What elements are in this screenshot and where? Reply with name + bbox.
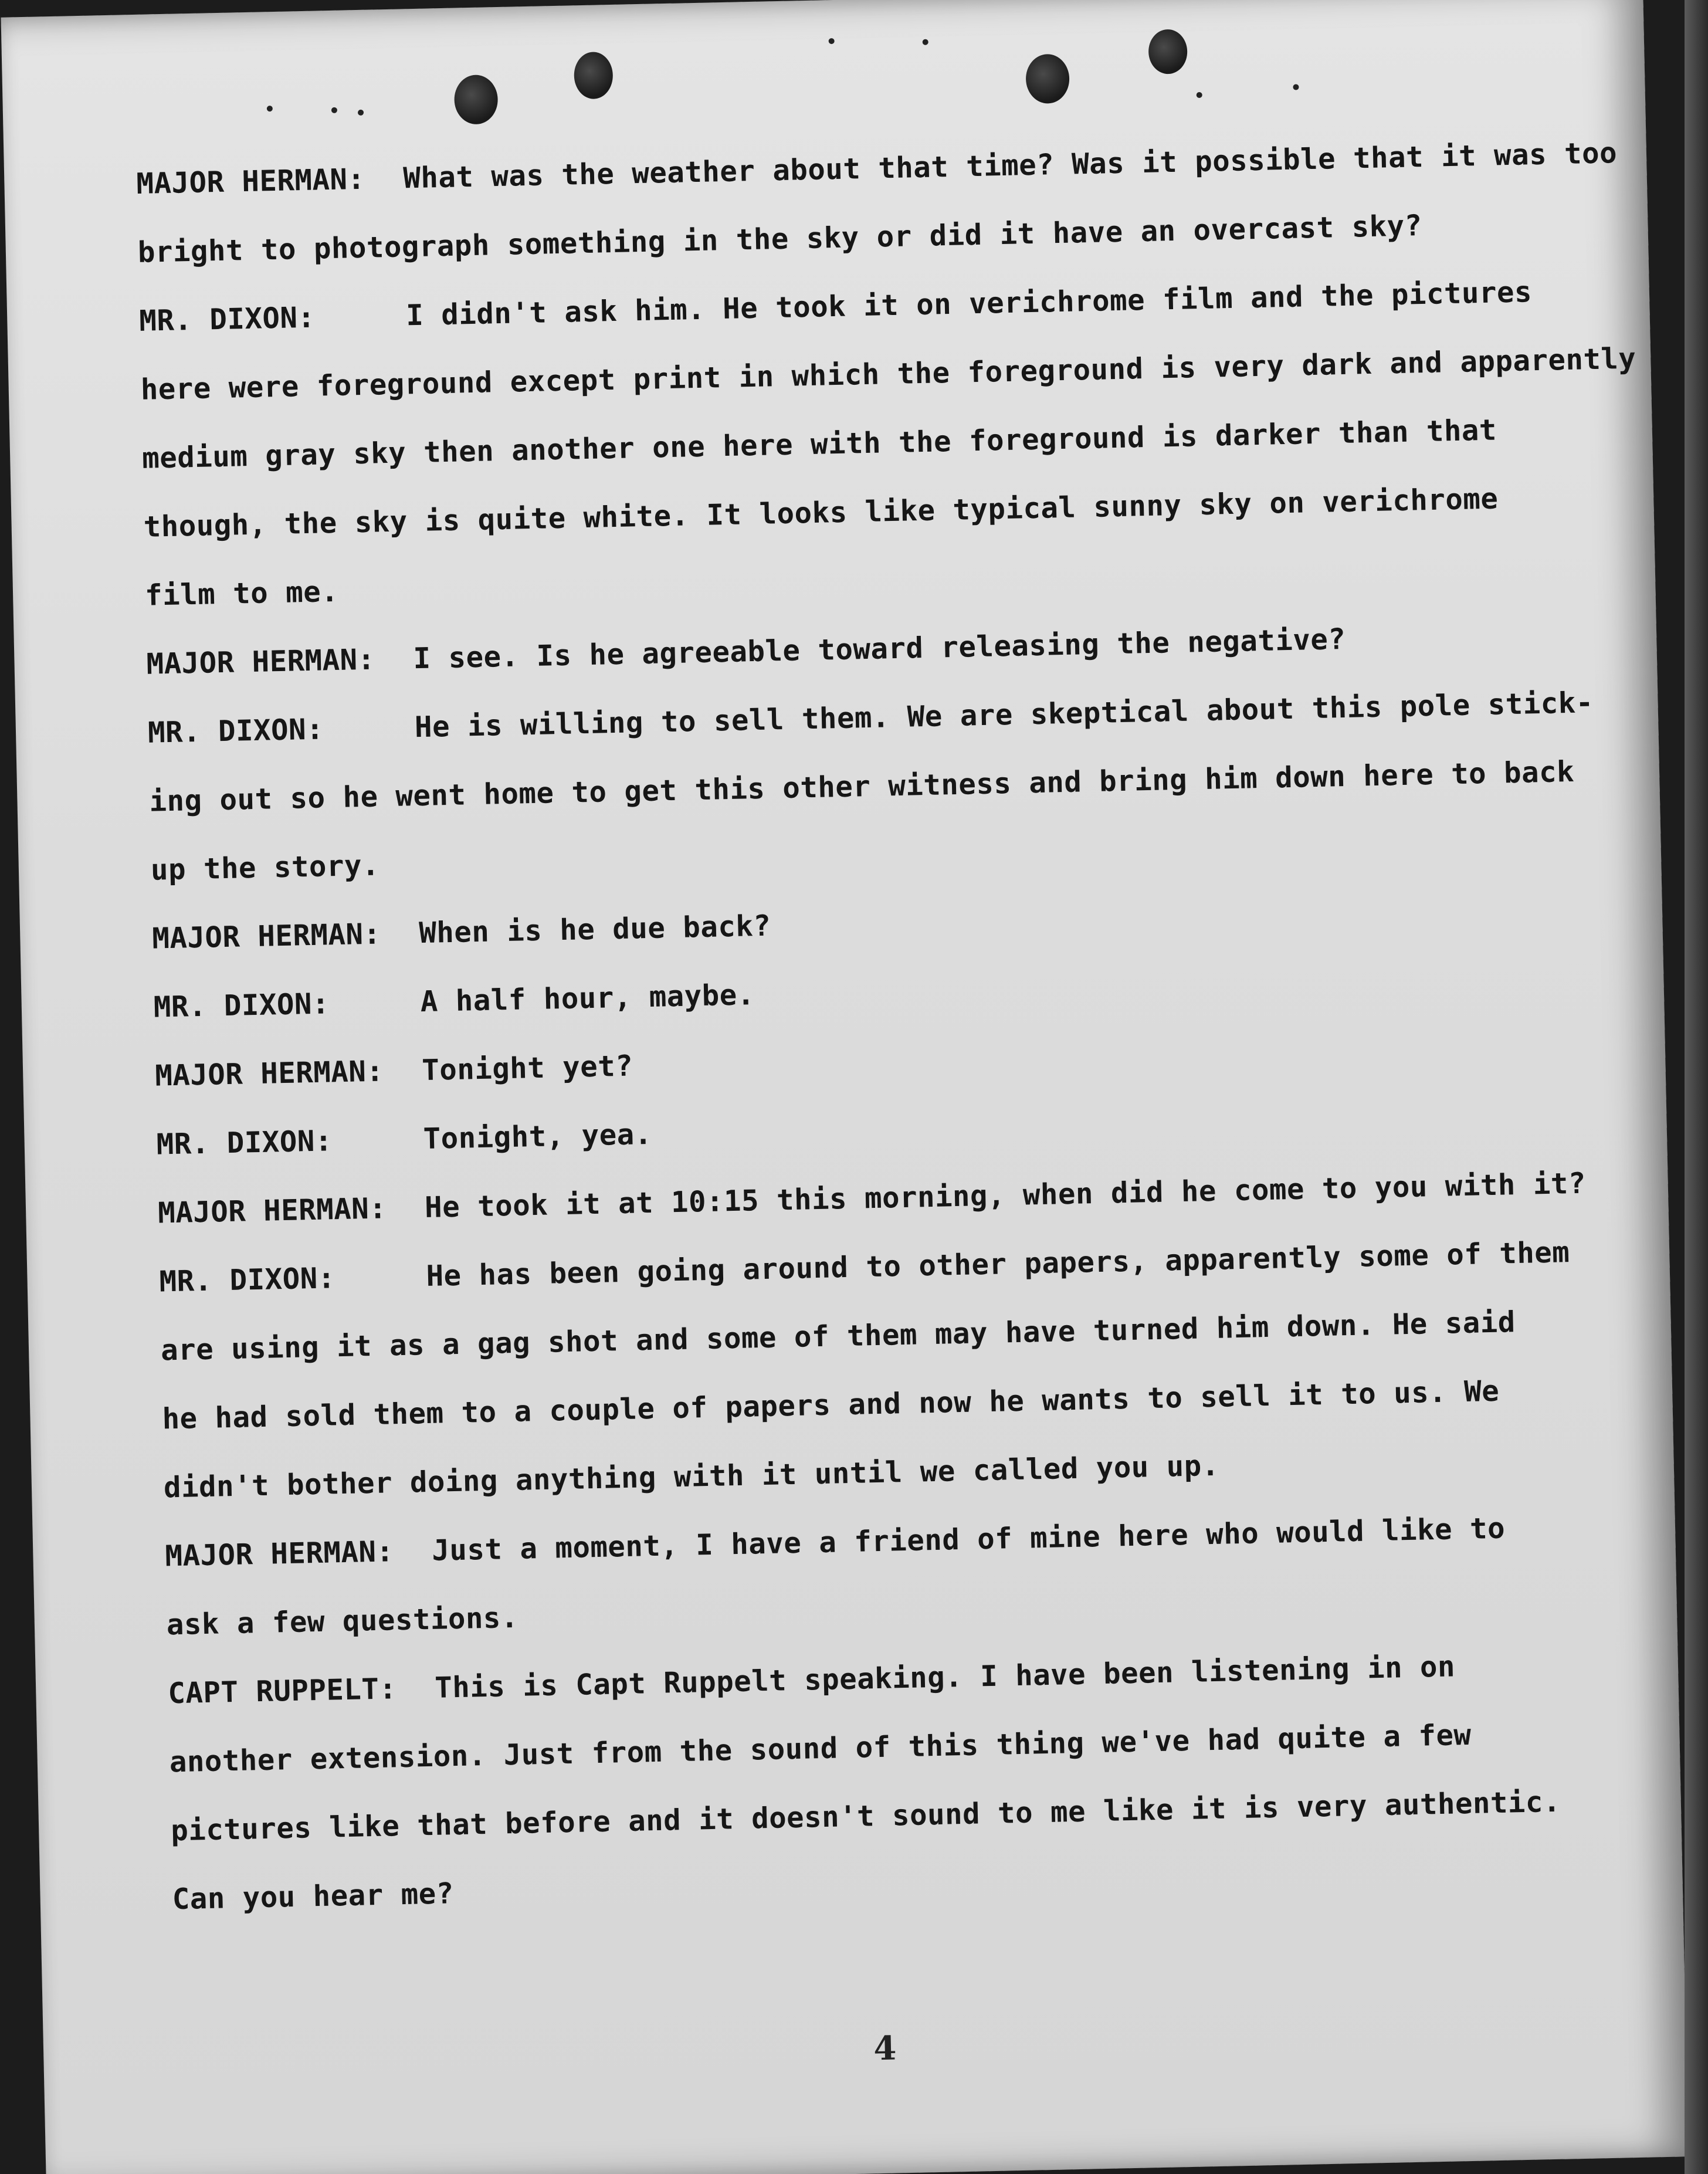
scan-edge [1685,0,1708,2174]
speck [1197,92,1202,98]
line-text: he had sold them to a couple of papers and now he wants to sell it to us. We [162,1374,1500,1436]
line-text: film to me. [144,574,339,612]
line-text: I didn't ask him. He took it on verichrome film and the pictures [405,275,1533,333]
speaker-label: MAJOR HERMAN: [146,642,376,681]
speaker-label: CAPT RUPPELT: [167,1672,397,1711]
page-number: 4 [873,2029,897,2068]
line-text: medium gray sky then another one here with the foreground is darker than that [141,413,1497,475]
line-text: Just a moment, I have a friend of mine here who would like to [431,1511,1506,1567]
speck [1293,84,1299,90]
line-text: What was the weather about that time? Was it possible that it was too [402,136,1618,195]
line-text: up the story. [150,848,380,887]
transcript-body [135,118,1674,1933]
speaker-label: MAJOR HERMAN: [164,1535,395,1573]
line-text: though, the sky is quite white. It looks like typical sunny sky on verichrome [143,482,1499,544]
line-text: another extension. Just from the sound of this thing we've had quite a few [169,1718,1472,1779]
line-text: He has been going around to other papers, apparently some of them [426,1235,1570,1293]
speck [923,39,928,45]
punch-hole [1025,54,1070,104]
line-text: ask a few questions. [166,1600,519,1642]
line-text: pictures like that before and it doesn't sound to me like it is very authentic. [170,1784,1561,1848]
speaker-label: MR. DIXON: [159,1261,336,1299]
line-text: Tonight, yea. [423,1117,653,1156]
line-text: Can you hear me? [172,1877,455,1916]
speaker-label: MR. DIXON: [153,987,330,1024]
line-text: bright to photograph something in the sky or did it have an overcast sky? [137,209,1423,269]
speaker-label: MAJOR HERMAN: [154,1054,384,1093]
speck [267,106,273,111]
speaker-label: MR. DIXON: [156,1124,333,1162]
line-text: This is Capt Ruppelt speaking. I have been listening in on [434,1650,1456,1705]
line-text: When is he due back? [418,909,771,950]
line-text: He took it at 10:15 this morning, when did he come to you with it? [424,1166,1587,1225]
speck [331,107,337,113]
line-text: are using it as a gag shot and some of them may have turned him down. He said [160,1305,1516,1367]
line-text: He is willing to sell them. We are skeptical about this pole stick- [414,686,1594,744]
punch-hole [454,75,499,125]
punch-hole [574,52,614,99]
speaker-label: MAJOR HERMAN: [157,1191,387,1230]
line-text: I see. Is he agreeable toward releasing the negative? [412,622,1346,676]
speaker-label: MAJOR HERMAN: [151,917,381,956]
document-page [1,0,1689,2174]
line-text: here were foreground except print in which the foreground is very dark and apparently [140,341,1636,407]
speaker-label: MAJOR HERMAN: [135,162,366,201]
punch-hole [1148,29,1188,74]
speaker-label: MR. DIXON: [138,300,316,338]
line-text: A half hour, maybe. [420,978,755,1019]
speaker-label: MR. DIXON: [147,712,324,750]
line-text: ing out so he went home to get this other witness and bring him down here to back [148,754,1575,818]
line-text: Tonight yet? [421,1049,633,1088]
speck [358,110,364,116]
speck [829,38,835,44]
line-text: didn't bother doing anything with it until we called you up. [163,1448,1220,1505]
